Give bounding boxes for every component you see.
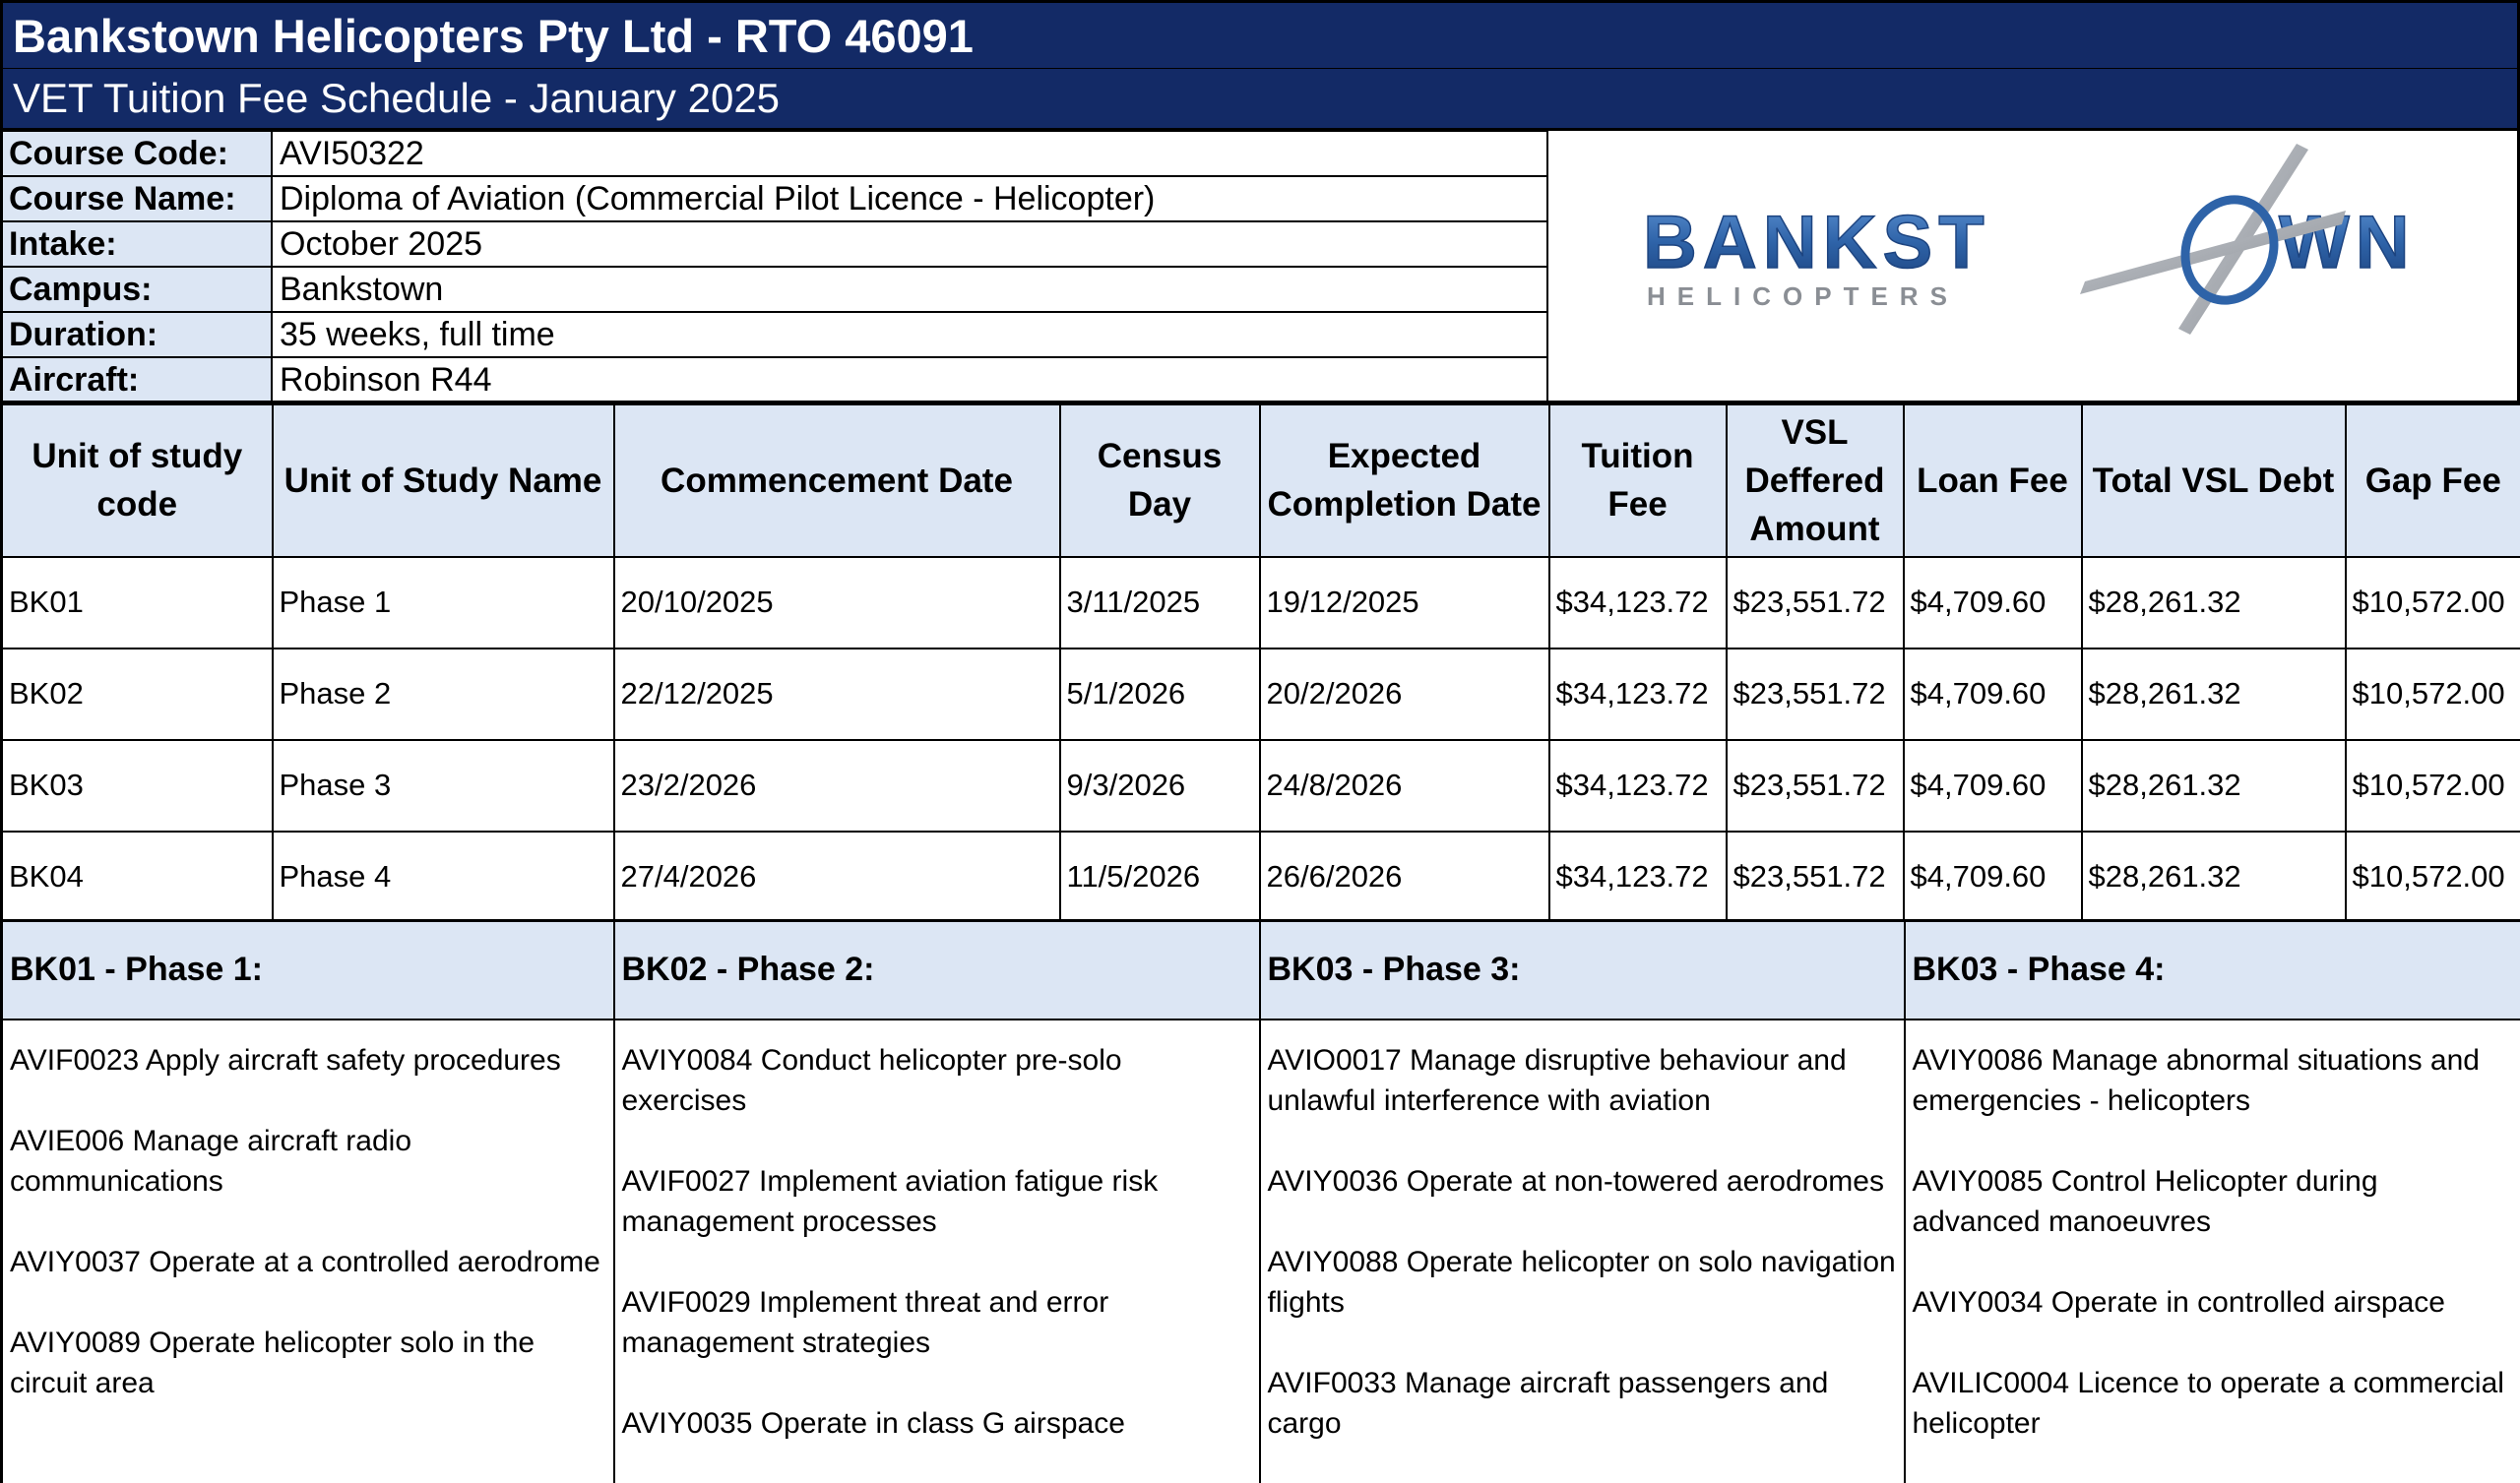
course-info-value: Bankstown xyxy=(272,267,1547,312)
cell-vsl-deferred: $23,551.72 xyxy=(1727,557,1904,649)
course-info-row xyxy=(1,357,1547,402)
cell-commencement-date: 23/2/2026 xyxy=(614,740,1060,832)
phase-unit-list xyxy=(1268,1020,1897,1444)
column-header-completion-date: Expected Completion Date xyxy=(1260,404,1549,557)
course-info-label: Course Name: xyxy=(1,176,272,221)
logo-brand-left: BANKST xyxy=(1643,201,1990,284)
cell-completion-date: 24/8/2026 xyxy=(1260,740,1549,832)
phase-units-cell xyxy=(1905,1020,2520,1483)
course-info-row xyxy=(1,131,1547,176)
cell-unit-name: Phase 3 xyxy=(273,740,614,832)
phase-units-cell xyxy=(1260,1020,1905,1483)
phase-unit: AVIE006 Manage aircraft radio communications xyxy=(10,1124,412,1198)
cell-tuition-fee: $34,123.72 xyxy=(1549,740,1727,832)
cell-unit-code: BK03 xyxy=(2,740,273,832)
course-info-label: Course Code: xyxy=(1,131,272,176)
phase-unit: AVIF0029 Implement threat and error management strategies xyxy=(621,1285,1109,1359)
cell-loan-fee: $4,709.60 xyxy=(1904,649,2082,740)
phase-unit: AVIY0035 Operate in class G airspace xyxy=(621,1406,1125,1440)
phase-unit-list xyxy=(622,1020,1252,1444)
course-info-value: Robinson R44 xyxy=(272,357,1547,402)
phase-unit-list xyxy=(10,1020,606,1403)
phase-unit-list xyxy=(1913,1020,2514,1444)
cell-loan-fee: $4,709.60 xyxy=(1904,557,2082,649)
phase-unit: AVIF0023 Apply aircraft safety procedures xyxy=(10,1043,561,1077)
logo-graphic xyxy=(1548,132,2520,403)
cell-total-vsl-debt: $28,261.32 xyxy=(2082,649,2346,740)
phase-heading: BK03 - Phase 3: xyxy=(1260,921,1905,1020)
cell-unit-name: Phase 2 xyxy=(273,649,614,740)
cell-gap-fee: $10,572.00 xyxy=(2346,832,2520,923)
column-header-gap-fee: Gap Fee xyxy=(2346,404,2520,557)
document-subtitle: VET Tuition Fee Schedule - January 2025 xyxy=(0,69,2520,131)
phase-unit: AVIY0086 Manage abnormal situations and emergencies - helicopters xyxy=(1912,1043,2480,1117)
cell-gap-fee: $10,572.00 xyxy=(2346,649,2520,740)
logo-tagline: HELICOPTERS xyxy=(1647,281,1959,311)
course-info-row xyxy=(1,267,1547,312)
course-info-label: Intake: xyxy=(1,221,272,267)
cell-completion-date: 19/12/2025 xyxy=(1260,557,1549,649)
column-header-tuition-fee: Tuition Fee xyxy=(1549,404,1727,557)
phase-units-cell xyxy=(2,1020,614,1483)
phase-unit: AVIY0036 Operate at non-towered aerodromes xyxy=(1267,1164,1884,1198)
course-info-label: Duration: xyxy=(1,312,272,357)
table-row xyxy=(2,649,2520,740)
cell-unit-name: Phase 4 xyxy=(273,832,614,923)
phase-unit: AVILIC0004 Licence to operate a commercial helicopter xyxy=(1912,1366,2504,1440)
course-info-value: AVI50322 xyxy=(272,131,1547,176)
cell-commencement-date: 27/4/2026 xyxy=(614,832,1060,923)
bankstown-helicopters-logo xyxy=(1548,132,2520,403)
phase-heading-row xyxy=(2,921,2520,1020)
cell-total-vsl-debt: $28,261.32 xyxy=(2082,557,2346,649)
cell-gap-fee: $10,572.00 xyxy=(2346,557,2520,649)
phase-units-table xyxy=(0,919,2520,1483)
course-info-label: Campus: xyxy=(1,267,272,312)
document-title: Bankstown Helicopters Pty Ltd - RTO 46091 xyxy=(0,0,2520,71)
cell-completion-date: 26/6/2026 xyxy=(1260,832,1549,923)
phase-units-cell xyxy=(614,1020,1260,1483)
course-info-label: Aircraft: xyxy=(1,357,272,402)
course-info-table xyxy=(0,130,1548,403)
cell-vsl-deferred: $23,551.72 xyxy=(1727,832,1904,923)
cell-unit-name: Phase 1 xyxy=(273,557,614,649)
course-info-row xyxy=(1,176,1547,221)
cell-total-vsl-debt: $28,261.32 xyxy=(2082,740,2346,832)
phase-unit: AVIF0027 Implement aviation fatigue risk management processes xyxy=(621,1164,1159,1238)
column-header-commencement-date: Commencement Date xyxy=(614,404,1060,557)
cell-tuition-fee: $34,123.72 xyxy=(1549,557,1727,649)
course-info-value: 35 weeks, full time xyxy=(272,312,1547,357)
column-header-total-vsl-debt: Total VSL Debt xyxy=(2082,404,2346,557)
cell-tuition-fee: $34,123.72 xyxy=(1549,649,1727,740)
phase-unit: AVIO0017 Manage disruptive behaviour and unlawful interference with aviation xyxy=(1267,1043,1847,1117)
cell-commencement-date: 22/12/2025 xyxy=(614,649,1060,740)
cell-census-day: 3/11/2025 xyxy=(1060,557,1260,649)
cell-loan-fee: $4,709.60 xyxy=(1904,832,2082,923)
fee-table xyxy=(0,402,2520,924)
phase-heading: BK01 - Phase 1: xyxy=(2,921,614,1020)
phase-heading: BK03 - Phase 4: xyxy=(1905,921,2520,1020)
course-info-row xyxy=(1,312,1547,357)
phase-unit: AVIY0084 Conduct helicopter pre-solo exercises xyxy=(621,1043,1122,1117)
cell-vsl-deferred: $23,551.72 xyxy=(1727,649,1904,740)
course-info-value: October 2025 xyxy=(272,221,1547,267)
cell-census-day: 11/5/2026 xyxy=(1060,832,1260,923)
cell-census-day: 5/1/2026 xyxy=(1060,649,1260,740)
table-row xyxy=(2,832,2520,923)
column-header-unit-name: Unit of Study Name xyxy=(273,404,614,557)
table-row xyxy=(2,740,2520,832)
phase-unit: AVIY0089 Operate helicopter solo in the circuit area xyxy=(10,1326,536,1399)
table-row xyxy=(2,557,2520,649)
phase-unit: AVIF0033 Manage aircraft passengers and cargo xyxy=(1267,1366,1829,1440)
phase-unit: AVIY0037 Operate at a controlled aerodrome xyxy=(10,1245,600,1278)
cell-total-vsl-debt: $28,261.32 xyxy=(2082,832,2346,923)
course-info-value: Diploma of Aviation (Commercial Pilot Licence - Helicopter) xyxy=(272,176,1547,221)
cell-loan-fee: $4,709.60 xyxy=(1904,740,2082,832)
cell-commencement-date: 20/10/2025 xyxy=(614,557,1060,649)
cell-gap-fee: $10,572.00 xyxy=(2346,740,2520,832)
column-header-loan-fee: Loan Fee xyxy=(1904,404,2082,557)
cell-completion-date: 20/2/2026 xyxy=(1260,649,1549,740)
phase-heading: BK02 - Phase 2: xyxy=(614,921,1260,1020)
fee-table-header-row xyxy=(2,404,2520,557)
cell-unit-code: BK04 xyxy=(2,832,273,923)
course-info-row xyxy=(1,221,1547,267)
cell-tuition-fee: $34,123.72 xyxy=(1549,832,1727,923)
column-header-unit-code: Unit of study code xyxy=(2,404,273,557)
column-header-vsl-deferred: VSL Deffered Amount xyxy=(1727,404,1904,557)
logo-brand-right: WN xyxy=(2279,201,2416,284)
cell-vsl-deferred: $23,551.72 xyxy=(1727,740,1904,832)
cell-census-day: 9/3/2026 xyxy=(1060,740,1260,832)
phase-unit: AVIY0088 Operate helicopter on solo navigation flights xyxy=(1267,1245,1896,1319)
phase-units-row xyxy=(2,1020,2520,1483)
cell-unit-code: BK01 xyxy=(2,557,273,649)
phase-unit: AVIY0034 Operate in controlled airspace xyxy=(1912,1285,2445,1319)
phase-unit: AVIY0085 Control Helicopter during advanced manoeuvres xyxy=(1912,1164,2378,1238)
cell-unit-code: BK02 xyxy=(2,649,273,740)
column-header-census-day: Census Day xyxy=(1060,404,1260,557)
